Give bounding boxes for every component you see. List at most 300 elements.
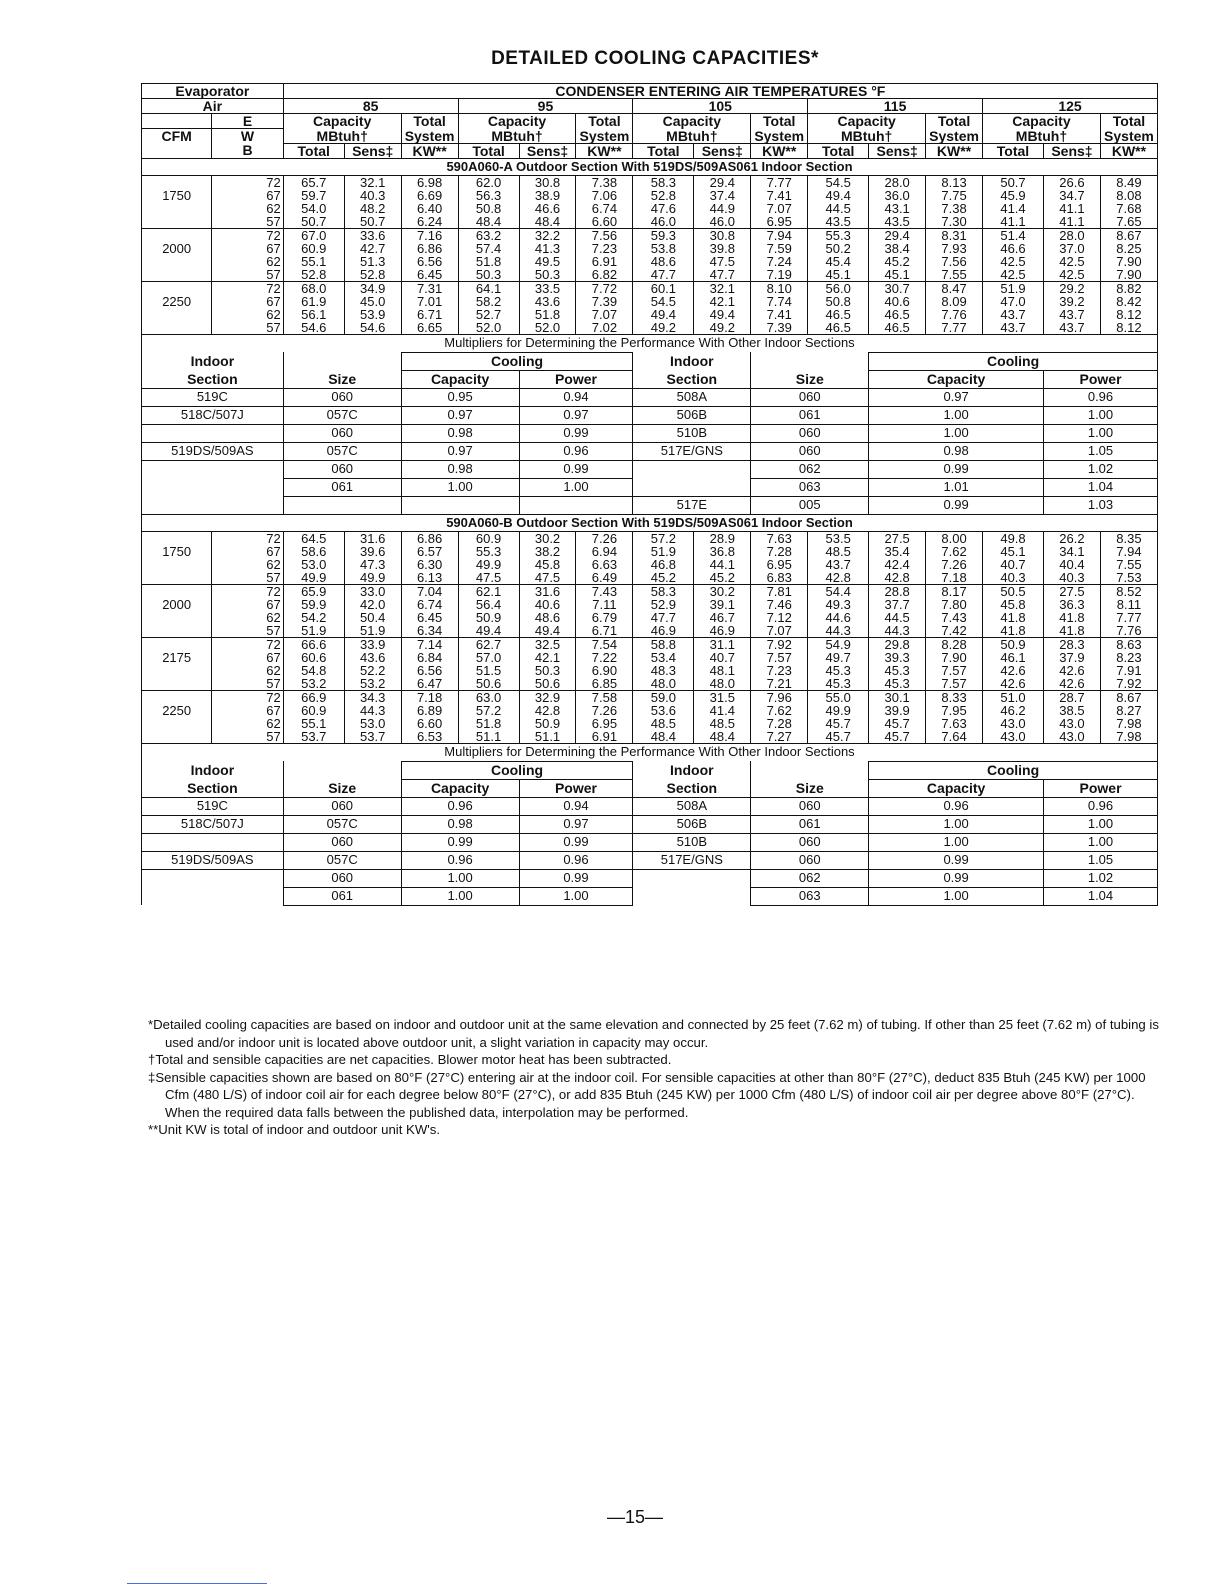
cfm-cell [142,584,212,598]
value-cell: 8.42 [1100,295,1157,308]
cfm-cell [142,308,212,321]
mult-header-row [142,761,1158,779]
value-cell: 7.41 [751,189,808,202]
indoor-section: 518C/507J [142,815,284,833]
size: 061 [283,887,401,905]
value-cell: 44.3 [344,704,401,717]
value-cell: 41.1 [982,215,1043,229]
value-cell: 42.5 [982,255,1043,268]
sens-header: Sens‡ [519,143,576,158]
power-mult-right: 1.02 [1044,460,1158,478]
value-cell: 49.9 [283,571,344,585]
value-cell: 32.5 [519,637,576,651]
value-cell: 60.1 [633,281,694,295]
value-cell: 41.4 [982,202,1043,215]
value-cell: 7.94 [1100,545,1157,558]
total-header: Total [982,143,1043,158]
temp-125: 125 [982,99,1157,114]
value-cell: 55.3 [808,228,869,242]
value-cell: 6.40 [401,202,458,215]
value-cell: 48.4 [519,215,576,229]
capacity-mult: 0.98 [401,460,519,478]
ewb-cell: 72 [212,637,283,651]
value-cell: 46.6 [982,242,1043,255]
value-cell: 30.8 [694,228,751,242]
value-cell: 7.53 [1100,571,1157,585]
value-cell: 6.82 [576,268,633,282]
indoor-section-right [633,869,751,887]
value-cell: 55.0 [808,690,869,704]
value-cell: 49.5 [519,255,576,268]
value-cell: 7.26 [576,531,633,545]
value-cell: 42.4 [869,558,926,571]
sens-header: Sens‡ [694,143,751,158]
value-cell: 41.8 [1044,624,1101,638]
indoor-section-right: 510B [633,833,751,851]
ewb-cell: 72 [212,281,283,295]
value-cell: 49.7 [808,651,869,664]
value-cell: 7.90 [1100,255,1157,268]
value-cell: 46.5 [808,321,869,335]
value-cell: 48.0 [694,677,751,691]
value-cell: 27.5 [1044,584,1101,598]
value-cell: 60.9 [283,242,344,255]
table-row [142,308,1158,321]
value-cell: 39.6 [344,545,401,558]
value-cell: 7.01 [401,295,458,308]
value-cell: 59.3 [633,228,694,242]
value-cell: 7.90 [926,651,983,664]
ewb-cell: 62 [212,558,283,571]
value-cell: 47.7 [633,268,694,282]
value-cell: 6.86 [401,242,458,255]
value-cell: 50.3 [458,268,519,282]
value-cell: 7.56 [576,228,633,242]
ewb-cell: 72 [212,690,283,704]
value-cell: 38.4 [869,242,926,255]
capacity-label-right: Capacity [869,370,1044,388]
value-cell: 46.9 [694,624,751,638]
value-cell: 60.9 [458,531,519,545]
value-cell: 7.11 [576,598,633,611]
table-row [142,651,1158,664]
power-mult-right: 0.96 [1044,797,1158,815]
value-cell: 34.1 [1044,545,1101,558]
value-cell: 47.5 [694,255,751,268]
kw-header: KW** [401,143,458,158]
value-cell: 54.5 [633,295,694,308]
value-cell: 7.39 [576,295,633,308]
value-cell: 7.91 [1100,664,1157,677]
ewb-cell: 72 [212,228,283,242]
power-mult-right: 1.00 [1044,406,1158,424]
value-cell: 51.9 [344,624,401,638]
value-cell: 37.9 [1044,651,1101,664]
value-cell: 45.7 [808,730,869,744]
capacity-label: Capacity [401,370,519,388]
indoor-section [142,496,284,514]
cfm-cell [142,175,212,189]
value-cell: 41.4 [694,704,751,717]
size: 057C [283,815,401,833]
table-row [142,531,1158,545]
value-cell: 7.28 [751,717,808,730]
ewb-cell: 72 [212,175,283,189]
cfm-header-blank [142,114,212,129]
sens-header: Sens‡ [344,143,401,158]
value-cell: 7.72 [576,281,633,295]
ewb-cell: 57 [212,215,283,229]
ewb-cell: 72 [212,584,283,598]
ewb-cell: 57 [212,677,283,691]
value-cell: 7.27 [751,730,808,744]
value-cell: 33.6 [344,228,401,242]
value-cell: 50.7 [982,175,1043,189]
size-right: 063 [751,887,869,905]
mbtuh-header: MBtuh† [633,129,751,144]
value-cell: 30.8 [519,175,576,189]
value-cell: 43.6 [344,651,401,664]
value-cell: 46.8 [633,558,694,571]
value-cell: 43.0 [982,717,1043,730]
value-cell: 7.22 [576,651,633,664]
value-cell: 58.6 [283,545,344,558]
value-cell: 40.3 [1044,571,1101,585]
value-cell: 48.3 [633,664,694,677]
table-row [142,717,1158,730]
size: 060 [283,833,401,851]
value-cell: 50.7 [283,215,344,229]
capacity-mult: 0.96 [401,851,519,869]
value-cell: 45.7 [869,730,926,744]
value-cell: 45.9 [982,189,1043,202]
size [283,496,401,514]
value-cell: 44.9 [694,202,751,215]
table-row [142,189,1158,202]
value-cell: 8.09 [926,295,983,308]
value-cell: 49.4 [808,189,869,202]
power-mult: 0.99 [519,833,633,851]
value-cell: 41.3 [519,242,576,255]
power-label-right: Power [1044,779,1158,797]
value-cell: 7.07 [576,308,633,321]
value-cell: 43.1 [869,202,926,215]
capacity-mult-right: 1.00 [869,887,1044,905]
cfm-cell: 2000 [142,242,212,255]
value-cell: 7.42 [926,624,983,638]
mbtuh-header: MBtuh† [982,129,1100,144]
capacity-mult: 0.97 [401,442,519,460]
value-cell: 36.8 [694,545,751,558]
total-system-header: Total [751,114,808,129]
value-cell: 44.1 [694,558,751,571]
value-cell: 49.4 [694,308,751,321]
value-cell: 50.9 [982,637,1043,651]
value-cell: 55.3 [458,545,519,558]
value-cell: 42.8 [869,571,926,585]
value-cell: 28.7 [1044,690,1101,704]
value-cell: 7.06 [576,189,633,202]
value-cell: 46.1 [982,651,1043,664]
value-cell: 45.2 [694,571,751,585]
indoor-section-right [633,478,751,496]
size: 061 [283,478,401,496]
size: 057C [283,406,401,424]
value-cell: 33.5 [519,281,576,295]
cfm-cell [142,321,212,335]
size-right: 060 [751,442,869,460]
value-cell: 48.5 [694,717,751,730]
cooling-label-right: Cooling [869,352,1158,370]
value-cell: 50.6 [458,677,519,691]
value-cell: 6.53 [401,730,458,744]
value-cell: 40.4 [1044,558,1101,571]
system-header: System [401,129,458,144]
table-row [142,571,1158,585]
section-title-row [142,158,1158,175]
value-cell: 55.1 [283,255,344,268]
size: 060 [283,869,401,887]
value-cell: 8.52 [1100,584,1157,598]
temp-85: 85 [283,99,458,114]
value-cell: 52.8 [633,189,694,202]
size-right: 060 [751,797,869,815]
value-cell: 49.2 [633,321,694,335]
value-cell: 6.85 [576,677,633,691]
cfm-cell [142,611,212,624]
size-right: 061 [751,815,869,833]
value-cell: 27.5 [869,531,926,545]
ewb-cell: 67 [212,242,283,255]
cfm-cell [142,624,212,638]
value-cell: 30.1 [869,690,926,704]
table-header [142,84,1158,159]
power-mult-right: 0.96 [1044,388,1158,406]
value-cell: 42.8 [519,704,576,717]
cfm-cell [142,677,212,691]
value-cell: 54.6 [344,321,401,335]
value-cell: 47.3 [344,558,401,571]
section-label: Section [142,370,284,388]
multiplier-row [142,496,1158,514]
value-cell: 7.55 [926,268,983,282]
indoor-section-right: 506B [633,406,751,424]
value-cell: 43.5 [808,215,869,229]
value-cell: 65.9 [283,584,344,598]
value-cell: 47.7 [633,611,694,624]
value-cell: 6.86 [401,531,458,545]
value-cell: 63.2 [458,228,519,242]
power-mult-right: 1.00 [1044,424,1158,442]
capacity-mult [401,496,519,514]
total-header: Total [283,143,344,158]
value-cell: 53.2 [344,677,401,691]
value-cell: 66.9 [283,690,344,704]
value-cell: 31.1 [694,637,751,651]
value-cell: 6.74 [401,598,458,611]
value-cell: 7.68 [1100,202,1157,215]
cfm-cell [142,717,212,730]
value-cell: 59.9 [283,598,344,611]
value-cell: 40.3 [344,189,401,202]
value-cell: 59.0 [633,690,694,704]
cfm-cell [142,255,212,268]
value-cell: 37.7 [869,598,926,611]
value-cell: 56.3 [458,189,519,202]
value-cell: 6.65 [401,321,458,335]
value-cell: 40.6 [869,295,926,308]
value-cell: 50.2 [808,242,869,255]
size-right: 063 [751,478,869,496]
power-mult: 1.00 [519,478,633,496]
multiplier-row [142,388,1158,406]
value-cell: 47.6 [633,202,694,215]
value-cell: 45.2 [633,571,694,585]
value-cell: 53.4 [633,651,694,664]
capacity-mult-right: 0.98 [869,442,1044,460]
value-cell: 7.18 [401,690,458,704]
sens-header: Sens‡ [1044,143,1101,158]
value-cell: 7.18 [926,571,983,585]
value-cell: 45.8 [519,558,576,571]
value-cell: 6.95 [751,215,808,229]
value-cell: 54.6 [283,321,344,335]
value-cell: 54.8 [283,664,344,677]
value-cell: 53.8 [633,242,694,255]
value-cell: 52.8 [344,268,401,282]
power-mult: 0.99 [519,424,633,442]
value-cell: 7.43 [576,584,633,598]
capacity-mult-right: 0.96 [869,797,1044,815]
value-cell: 8.23 [1100,651,1157,664]
capacity-mult-right: 0.99 [869,869,1044,887]
value-cell: 33.9 [344,637,401,651]
value-cell: 50.3 [519,664,576,677]
value-cell: 26.2 [1044,531,1101,545]
value-cell: 37.0 [1044,242,1101,255]
power-mult: 0.94 [519,388,633,406]
size-right: 060 [751,424,869,442]
cfm-cell: 2000 [142,598,212,611]
value-cell: 28.3 [1044,637,1101,651]
ewb-e: E [212,114,283,129]
kw-header: KW** [926,143,983,158]
value-cell: 7.76 [926,308,983,321]
value-cell: 50.6 [519,677,576,691]
multiplier-row [142,797,1158,815]
value-cell: 48.4 [458,215,519,229]
value-cell: 42.0 [344,598,401,611]
value-cell: 41.8 [1044,611,1101,624]
value-cell: 6.69 [401,189,458,202]
indoor-section-right: 506B [633,815,751,833]
value-cell: 7.31 [401,281,458,295]
value-cell: 6.74 [576,202,633,215]
value-cell: 34.3 [344,690,401,704]
temp-105: 105 [633,99,808,114]
value-cell: 51.8 [458,717,519,730]
value-cell: 45.1 [982,545,1043,558]
size-label: Size [283,370,401,388]
value-cell: 45.8 [982,598,1043,611]
value-cell: 31.5 [694,690,751,704]
section-title-row [142,514,1158,531]
value-cell: 7.57 [751,651,808,664]
value-cell: 47.7 [694,268,751,282]
value-cell: 51.4 [982,228,1043,242]
capacity-header: Capacity [982,114,1100,129]
capacity-mult: 1.00 [401,887,519,905]
value-cell: 53.7 [283,730,344,744]
footnote-net: †Total and sensible capacities are net capacities. Blower motor heat has been subtracted. [148,1052,672,1067]
value-cell: 34.9 [344,281,401,295]
capacity-mult: 0.96 [401,797,519,815]
capacity-mult: 1.00 [401,478,519,496]
value-cell: 50.5 [982,584,1043,598]
cooling-capacity-table [141,83,1158,906]
total-header: Total [633,143,694,158]
page-number: —15— [606,1507,664,1527]
multipliers-title: Multipliers for Determining the Performance With Other Indoor Sections [142,334,1158,352]
value-cell: 56.1 [283,308,344,321]
value-cell: 8.63 [1100,637,1157,651]
indoor-label: Indoor [142,761,284,779]
value-cell: 7.26 [926,558,983,571]
value-cell: 8.28 [926,637,983,651]
power-mult: 0.99 [519,460,633,478]
cooling-label: Cooling [401,761,633,779]
value-cell: 30.2 [519,531,576,545]
size-right: 062 [751,460,869,478]
table-row [142,690,1158,704]
capacity-mult-right: 0.99 [869,496,1044,514]
table-row [142,704,1158,717]
ewb-cell: 62 [212,717,283,730]
cfm-cell [142,215,212,229]
value-cell: 30.2 [694,584,751,598]
multiplier-row [142,833,1158,851]
value-cell: 60.6 [283,651,344,664]
ewb-b: B [212,143,283,158]
value-cell: 54.5 [808,175,869,189]
value-cell: 8.47 [926,281,983,295]
table-row [142,730,1158,744]
value-cell: 8.13 [926,175,983,189]
power-mult-right: 1.04 [1044,887,1158,905]
size-right: 060 [751,851,869,869]
value-cell: 45.3 [808,677,869,691]
value-cell: 43.5 [869,215,926,229]
value-cell: 6.95 [751,558,808,571]
kw-header: KW** [1100,143,1157,158]
table-row [142,558,1158,571]
ewb-cell: 67 [212,189,283,202]
table-row [142,295,1158,308]
cfm-cell [142,690,212,704]
value-cell: 58.2 [458,295,519,308]
value-cell: 29.4 [694,175,751,189]
ewb-cell: 67 [212,651,283,664]
value-cell: 52.0 [519,321,576,335]
total-system-header: Total [926,114,983,129]
value-cell: 7.65 [1100,215,1157,229]
indoor-section: 519DS/509AS [142,442,284,460]
ewb-cell: 57 [212,268,283,282]
value-cell: 51.9 [633,545,694,558]
value-cell: 46.7 [694,611,751,624]
indoor-label-right: Indoor [633,761,751,779]
indoor-section: 518C/507J [142,406,284,424]
